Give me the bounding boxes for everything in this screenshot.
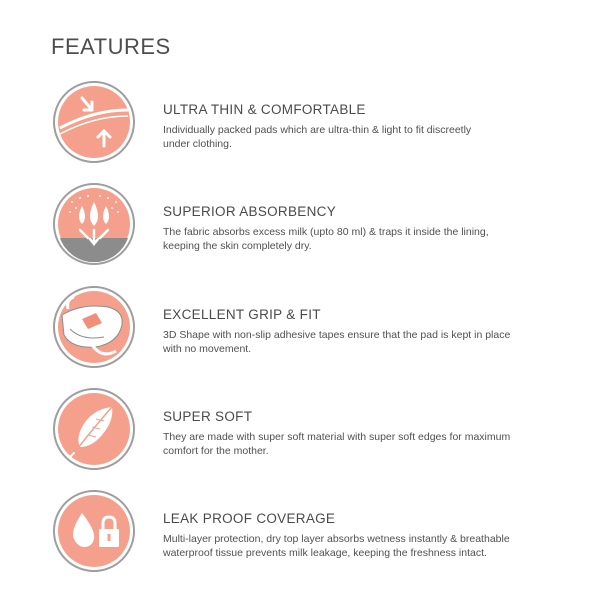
feature-title: EXCELLENT GRIP & FIT (163, 307, 321, 322)
feather-icon (52, 387, 136, 471)
grip-fit-icon (52, 285, 136, 369)
ultra-thin-icon (52, 80, 136, 164)
feature-item-absorbency (52, 182, 572, 268)
feature-title: LEAK PROOF COVERAGE (163, 511, 336, 526)
feature-title: SUPERIOR ABSORBENCY (163, 204, 336, 219)
feature-title: SUPER SOFT (163, 409, 253, 424)
feature-item-ultra-thin (52, 80, 572, 166)
feature-description: Individually packed pads which are ultra-thin & light to fit discreetly under clothing. (163, 124, 472, 150)
feature-title: ULTRA THIN & COMFORTABLE (163, 102, 366, 117)
feature-description: They are made with super soft material with super soft edges for maximum comfort for the mother. (163, 431, 511, 457)
feature-item-super-soft (52, 387, 572, 473)
page-title: FEATURES (51, 34, 171, 59)
feature-item-leak-proof (52, 489, 572, 575)
absorbency-icon (52, 182, 136, 266)
feature-description: 3D Shape with non-slip adhesive tapes ensure that the pad is kept in place with no movement. (163, 329, 511, 355)
feature-description: Multi-layer protection, dry top layer absorbs wetness instantly & breathable waterproof tissue prevents milk leakage, keeping the freshness intact. (163, 533, 510, 559)
feature-item-grip-fit (52, 285, 572, 371)
leak-proof-icon (52, 489, 136, 573)
feature-description: The fabric absorbs excess milk (upto 80 ml) & traps it inside the lining, keeping the skin completely dry. (163, 226, 489, 252)
